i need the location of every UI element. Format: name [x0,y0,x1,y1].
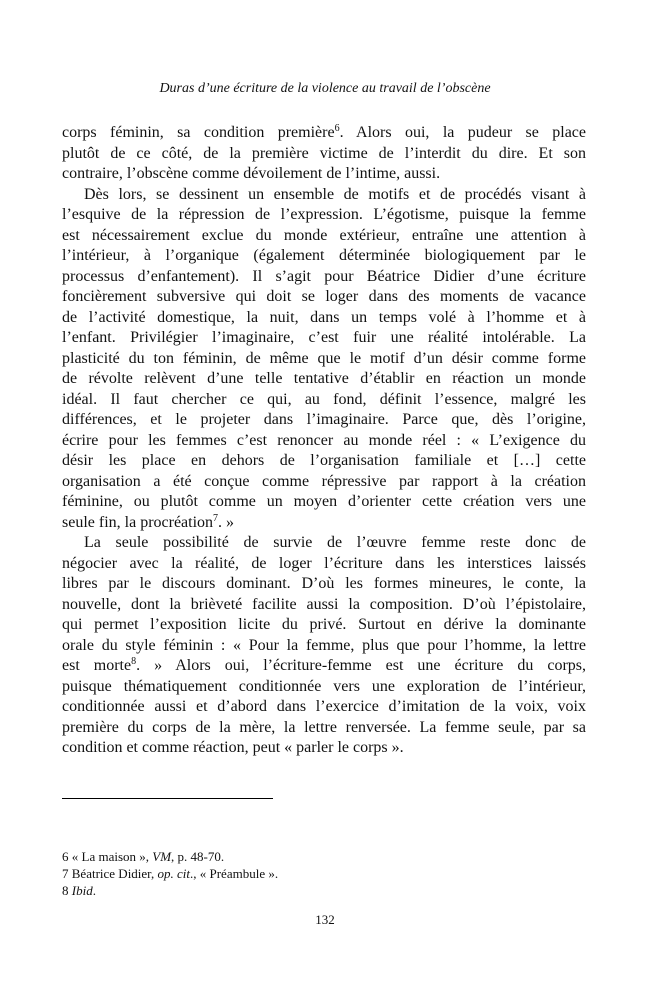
text-run: 8 [62,883,72,898]
text-run: condition et comme réaction, peut « parler le corps ». [62,739,404,756]
text-line [62,533,586,554]
text-run: plasticité du ton féminin, de même que le motif d’un désir comme forme [62,349,586,367]
text-run: négocier avec la réalité, de loger l’écriture dans les interstices laissés [62,554,586,572]
text-run: l’intérieur, à l’organique (également déterminée biologiquement par le [62,247,586,264]
text-line [62,677,586,698]
text-run: 7 Béatrice Didier, [62,866,158,881]
text-run: corps féminin, sa condition première [62,124,335,141]
footnote [62,848,278,865]
footnote-ref: 6 [334,123,340,134]
text-line [62,472,586,493]
text-run: , p. 48-70. [171,849,225,864]
text-run: l’enfant. Privilégier l’imaginaire, c’est fuir une réalité intolérable. La [62,329,586,346]
italic-text: Ibid [71,883,93,898]
text-run: idéal. Il faut chercher ce qui, au fond, définit l’essence, malgré les [62,390,586,408]
text-run: est morte [62,657,132,674]
text-run: est nécessairement exclue du monde extérieur, entraîne une attention à [62,226,586,244]
text-run: féminine, ou plutôt comme un moyen d’orienter cette création vers une [62,493,586,510]
text-line [62,349,586,370]
text-run: différences, et le projeter dans l’imaginaire. Parce que, dès l’origine, [62,411,586,428]
text-run: libres par le discours dominant. D’où les formes mineures, le conte, la [62,575,586,592]
text-line [62,164,586,185]
text-run: processus d’enfantement). Il s’agit pour Béatrice Didier d’une écriture [62,267,586,285]
footnote [62,882,278,899]
text-line [62,144,586,165]
page-number: 132 [315,912,335,927]
text-line [62,185,586,206]
text-run: puisque thématiquement conditionnée vers une exploration de l’intérieur, [62,677,586,695]
text-run: seule fin, la procréation [62,513,214,531]
text-line [62,369,586,390]
text-line [62,390,586,411]
text-line [62,636,586,657]
running-header: Duras d’une écriture de la violence au travail de l’obscène [159,81,491,96]
footnotes [62,848,278,899]
text-line [62,287,586,308]
text-line [62,205,586,226]
text-line [62,554,586,575]
text-run: Dès lors, se dessinent un ensemble de motifs et de procédés visant à [84,185,586,203]
text-run: conditionnée aussi et d’abord dans l’exercice d’imitation de la voix, voix [62,698,586,715]
italic-text: VM [152,849,172,864]
footnote-separator [62,798,273,799]
text-line [62,328,586,349]
text-run: organisation a été conçue comme répressive par rapport à la création [62,472,586,490]
text-line [62,656,586,677]
body-text [62,123,586,759]
text-line [62,738,586,759]
text-run: l’esquive de la répression de l’expression. L’égotisme, puisque la femme [62,206,586,223]
text-line [62,410,586,431]
text-run: qui permet l’exposition licite du privé. Surtout en dérive la dominante [62,616,586,633]
footnote [62,865,278,882]
text-run: ., « Préambule ». [190,866,279,881]
text-run: . Alors oui, la pudeur se place [339,124,587,141]
text-line [62,451,586,472]
italic-text: op. cit [157,866,190,881]
text-run: . [92,883,96,898]
text-run: désir les place en dehors de l’organisation familiale et […] cette [62,452,586,469]
text-line [62,513,586,534]
text-run: contraire, l’obscène comme dévoilement de l’intime, aussi. [62,165,441,182]
text-run: écrire pour les femmes c’est renoncer au monde réel : « L’exigence du [62,431,586,449]
text-run: foncièrement subversive qui doit se loger dans des moments de vacance [62,288,586,305]
text-run: . » Alors oui, l’écriture-femme est une écriture du corps, [136,657,587,674]
text-run: nouvelle, dont la brièveté facilite aussi la composition. D’où l’épistolaire, [62,595,586,613]
text-run: . » [218,513,235,531]
text-line [62,123,586,144]
text-line [62,246,586,267]
text-line [62,615,586,636]
text-line [62,595,586,616]
text-line [62,226,586,247]
text-run: de l’activité domestique, la nuit, dans un temps volé à l’homme et à [62,308,586,326]
text-line [62,267,586,288]
text-line [62,718,586,739]
text-run: première du corps de la mère, la lettre renversée. La femme seule, par sa [62,718,586,736]
footnote-ref: 7 [213,512,219,524]
text-run: orale du style féminin : « Pour la femme, plus que pour l’homme, la lettre [62,636,586,654]
text-line [62,308,586,329]
text-line [62,431,586,452]
text-run: La seule possibilité de survie de l’œuvre femme reste donc de [84,534,586,551]
text-line [62,697,586,718]
text-run: plutôt de ce côté, de la première victime de l’interdit du dire. Et son [62,144,586,162]
text-run: de révolte relèvent d’une telle tentative d’établir en réaction un monde [62,370,586,387]
text-run: 6 « La maison », [62,849,153,864]
text-line [62,574,586,595]
text-line [62,492,586,513]
footnote-ref: 8 [131,656,137,667]
